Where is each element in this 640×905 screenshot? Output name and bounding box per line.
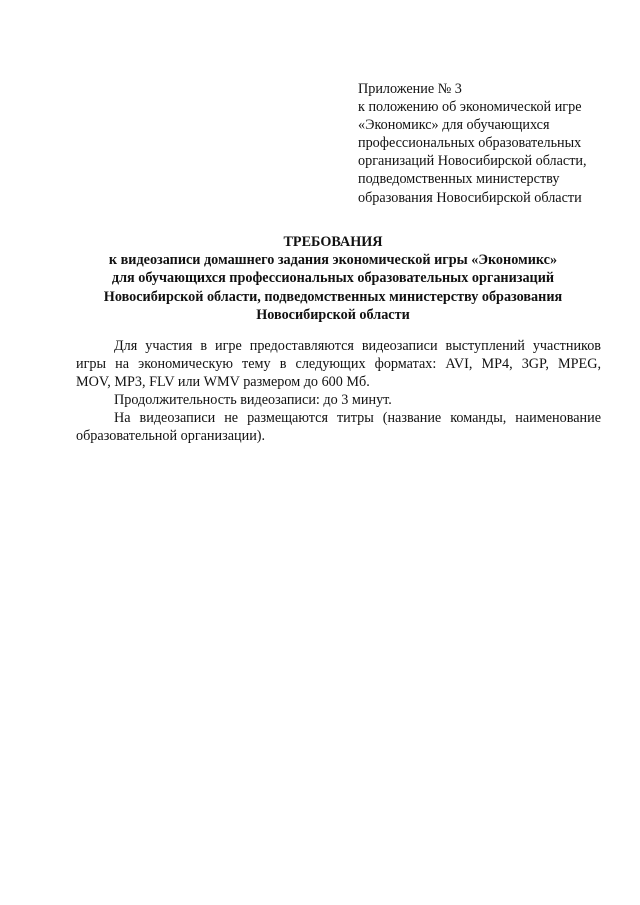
text-line: Для участия в игре предоставляются видеозаписи выступлений участников (114, 338, 601, 354)
title-line: для обучающихся профессиональных образовательных организаций (111, 270, 555, 287)
text-line: игры на экономическую тему в следующих форматах: AVI, MP4, 3GP, MPEG, (76, 356, 601, 373)
appendix-line: «Экономикс» для обучающихся (358, 117, 550, 134)
paragraph-duration (76, 391, 601, 409)
text-line: На видеозаписи не размещаются титры (название команды, наименование (114, 410, 601, 427)
text-line: Продолжительность видеозаписи: до 3 минут. (114, 392, 392, 409)
appendix-line: образования Новосибирской области (358, 189, 582, 206)
appendix-line: профессиональных образовательных (358, 135, 582, 152)
paragraph-titles (76, 409, 601, 445)
appendix-line: подведомственных министерству (358, 171, 560, 188)
text-line: образовательной организации). (76, 428, 266, 445)
document-body (76, 337, 601, 446)
text-line: MOV, MP3, FLV или WMV размером до 600 Мб. (76, 374, 370, 391)
paragraph-formats (76, 337, 601, 391)
appendix-line: к положению об экономической игре (358, 99, 582, 116)
appendix-header (358, 80, 620, 207)
title-line: Новосибирской области, подведомственных министерству образования (103, 288, 563, 305)
title-heading: ТРЕБОВАНИЯ (283, 234, 383, 250)
document-title (60, 233, 606, 324)
appendix-line: организаций Новосибирской области, (358, 153, 587, 170)
title-line: Новосибирской области (256, 306, 410, 323)
title-line: к видеозаписи домашнего задания экономической игры «Экономикс» (108, 252, 558, 269)
appendix-line: Приложение № 3 (358, 81, 462, 97)
